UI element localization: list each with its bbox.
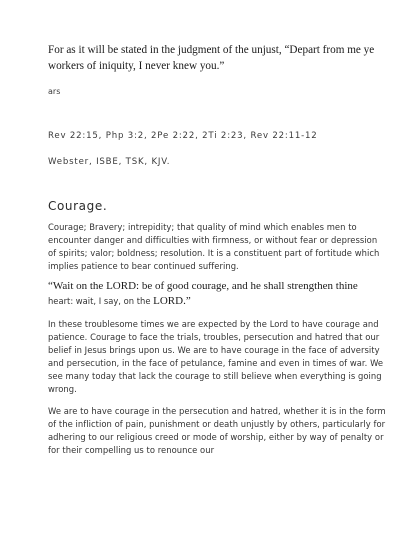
scripture-references: Rev 22:15, Php 3:2, 2Pe 2:22, 2Ti 2:23, Rev 22:11-12 (48, 131, 318, 141)
sources-line: Webster, ISBE, TSK, KJV. (48, 157, 171, 167)
quote-line: “Wait on the LORD: be of good courage, and he shall strengthen thine (48, 280, 358, 292)
definition-paragraph: Courage; Bravery; intrepidity; that quality of mind which enables men to encounter danger and difficulties with firmness, or without fear or depression of spirits; valor; boldness; resolution. It is a constituent part of fortitude which implies patience to bear continued suffering. (48, 222, 380, 271)
intro-paragraph: For as it will be stated in the judgment of the unjust, “Depart from me ye workers of iniquity, I never knew you.” (48, 44, 375, 72)
quote-heart-label: heart: wait, I say, on the (48, 295, 154, 306)
document-page (48, 42, 388, 457)
quote-end: LORD.” (153, 294, 191, 307)
abbreviation-note: ars (48, 87, 61, 96)
body-paragraph-3: We are to have courage in the persecution and hatred, whether it is in the form of the infliction of pain, punishment or death unjustly by others, particularly for adhering to our religious creed or mode of worship, either by way of penalty or for their compelling us to renounce our (48, 406, 386, 455)
body-paragraph-2: In these troublesome times we are expected by the Lord to have courage and patience. Courage to face the trials, troubles, persecution and hatred that our belief in Jesus brings upon us. We are to have courage in the face of adversity and persecution, in the face of petulance, famine and even in times of war. We see many today that lack the courage to still believe when everything is going wrong. (48, 319, 384, 394)
scripture-quote (48, 279, 388, 308)
section-heading: Courage. (48, 199, 108, 213)
